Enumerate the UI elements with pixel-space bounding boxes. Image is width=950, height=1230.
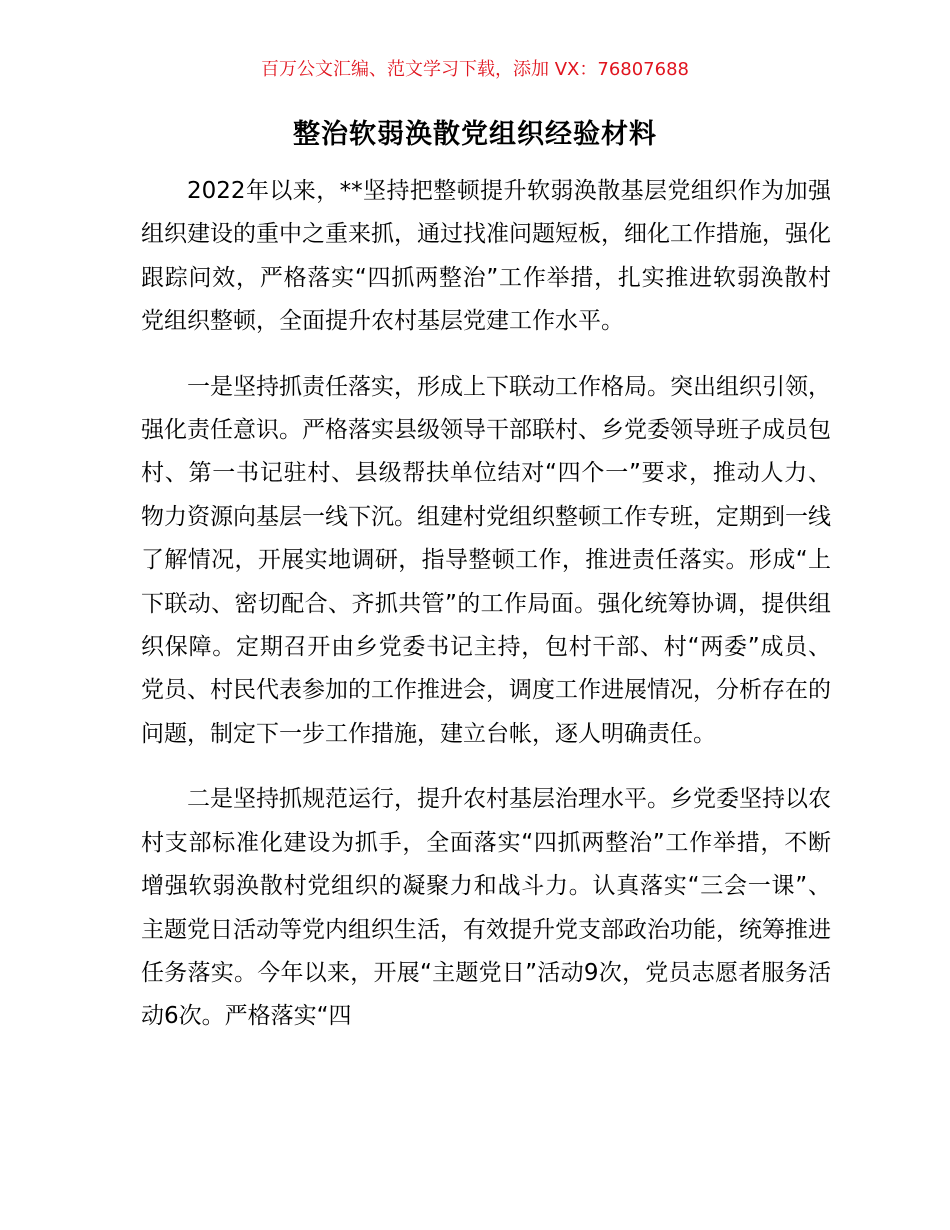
- paragraph-section-two: 二是坚持抓规范运行，提升农村基层治理水平。乡党委坚持以农村支部标准化建设为抓手，全面落实“四抓两整治”工作举措，不断增强软弱涣散村党组织的凝聚力和战斗力。认真落实“三会一课”、主题党日活动等党内组织生活，有效提升党支部政治功能，统筹推进任务落实。今年以来，开展“主题党日”活动9次，党员志愿者服务活动6次。严格落实“四: [141, 786, 831, 1030]
- document-body: [141, 170, 831, 1061]
- paragraph-section-one: 一是坚持抓责任落实，形成上下联动工作格局。突出组织引领，强化责任意识。严格落实县级领导干部联村、乡党委领导班子成员包村、第一书记驻村、县级帮扶单位结对“四个一”要求，推动人力、物力资源向基层一线下沉。组建村党组织整顿工作专班，定期到一线了解情况，开展实地调研，指导整顿工作，推进责任落实。形成“上下联动、密切配合、齐抓共管”的工作局面。强化统筹协调，提供组织保障。定期召开由乡党委书记主持，包村干部、村“两委”成员、党员、村民代表参加的工作推进会，调度工作进展情况，分析存在的问题，制定下一步工作措施，建立台帐，逐人明确责任。: [141, 373, 831, 747]
- paragraph-intro: 2022年以来，**坚持把整顿提升软弱涣散基层党组织作为加强组织建设的重中之重来抓，通过找准问题短板，细化工作措施，强化跟踪问效，严格落实“四抓两整治”工作举措，扎实推进软弱涣散村党组织整顿，全面提升农村基层党建工作水平。: [141, 178, 831, 335]
- watermark-header: 百万公文汇编、范文学习下载，添加 VX：76807688: [261, 59, 689, 80]
- document-title: 整治软弱涣散党组织经验材料: [293, 119, 657, 150]
